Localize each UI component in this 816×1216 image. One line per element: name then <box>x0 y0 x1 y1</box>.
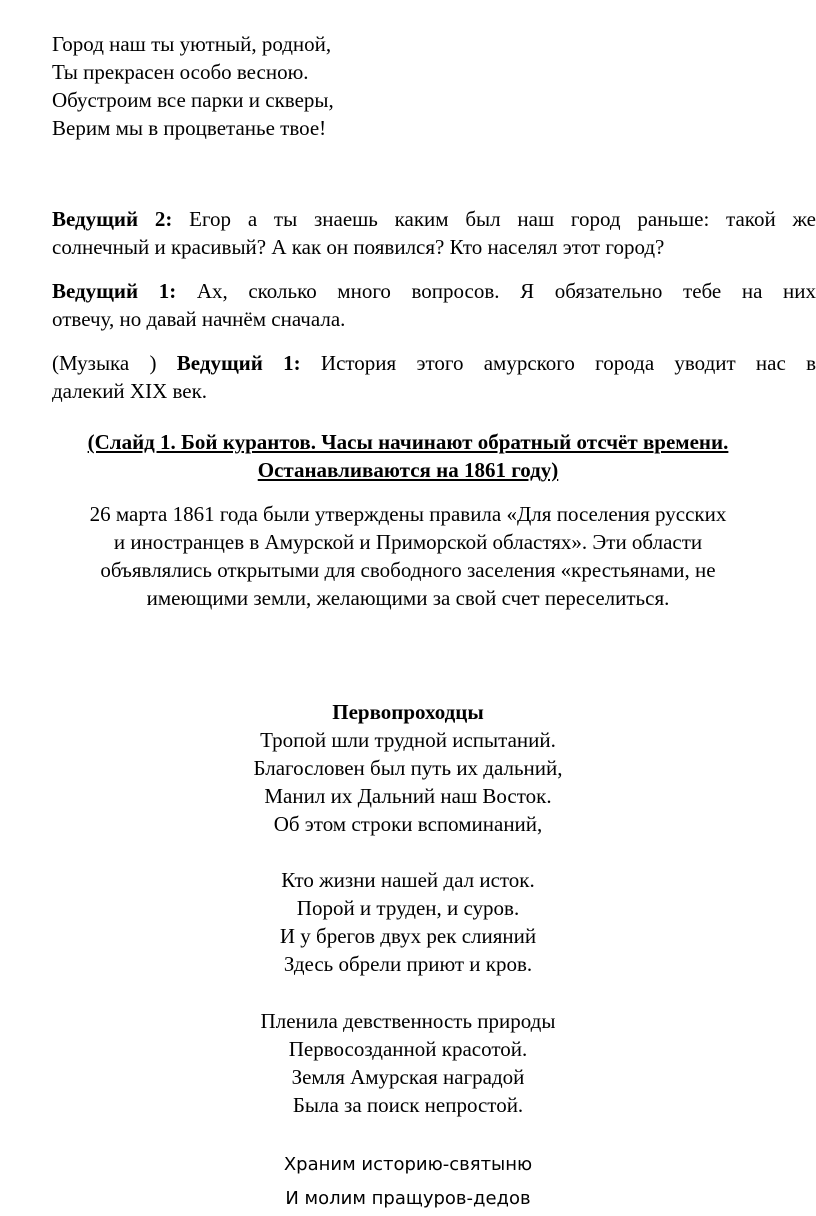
dialogue-host2 <box>52 205 816 261</box>
history-line: и иностранцев в Амурской и Приморской областях». Эти области <box>113 530 703 554</box>
verse-line: Первосозданной красотой. <box>288 1037 528 1061</box>
dialogue-host1 <box>52 277 816 333</box>
speaker-label: Ведущий 1: <box>52 279 177 303</box>
verse-line: Об этом строки вспоминаний, <box>273 812 543 836</box>
history-line: объявлялись открытыми для свободного заселения «крестьянами, не <box>100 558 716 582</box>
opening-poem <box>52 30 334 142</box>
verse-line: Пленила девственность природы <box>260 1009 556 1033</box>
paragraph-text: Ах, сколько много вопросов. Я обязательно тебе на них <box>196 279 816 303</box>
slide-direction <box>0 428 816 484</box>
poem-stanza-1 <box>0 726 816 838</box>
poem-stanza-4 <box>0 1148 816 1216</box>
speaker-label: Ведущий 1: <box>176 351 301 375</box>
verse-line: Храним историю-святыню <box>283 1154 533 1175</box>
history-line: имеющими земли, желающими за свой счет переселиться. <box>146 586 670 610</box>
verse-line: Тропой шли трудной испытаний. <box>260 728 556 752</box>
poem-line: Город наш ты уютный, родной, <box>52 32 332 56</box>
music-note: (Музыка ) <box>52 351 157 375</box>
poem-title: Первопроходцы <box>332 700 484 724</box>
verse-line: Манил их Дальний наш Восток. <box>264 784 552 808</box>
verse-line: И молим пращуров-дедов <box>285 1188 531 1209</box>
poem-line: Ты прекрасен особо весною. <box>52 60 309 84</box>
speaker-label: Ведущий 2: <box>52 207 173 231</box>
paragraph-line: отвечу, но давай начнём сначала. <box>52 307 346 331</box>
poem-line: Верим мы в процветанье твое! <box>52 116 327 140</box>
verse-line: Благословен был путь их дальний, <box>253 756 563 780</box>
history-line: 26 марта 1861 года были утверждены правила «Для поселения русских <box>89 502 727 526</box>
history-paragraph <box>0 500 816 612</box>
verse-line: Здесь обрели приют и кров. <box>283 952 533 976</box>
verse-line: Кто жизни нашей дал исток. <box>281 868 535 892</box>
verse-line: И у брегов двух рек слияний <box>279 924 537 948</box>
paragraph-line <box>52 205 816 233</box>
poem-line: Обустроим все парки и скверы, <box>52 88 334 112</box>
slide-line: (Слайд 1. Бой курантов. Часы начинают обратный отсчёт времени. <box>87 430 729 454</box>
poem-stanza-3 <box>0 1007 816 1119</box>
verse-line: Была за поиск непростой. <box>292 1093 524 1117</box>
verse-line: Земля Амурская наградой <box>291 1065 525 1089</box>
paragraph-text: Егор а ты знаешь каким был наш город раньше: такой же <box>189 207 816 231</box>
paragraph-text: История этого амурского города уводит нас в <box>320 351 816 375</box>
paragraph-line <box>52 349 816 377</box>
dialogue-host1-music <box>52 349 816 405</box>
slide-line: Останавливаются на 1861 году) <box>257 458 559 482</box>
verse-line: Порой и труден, и суров. <box>296 896 520 920</box>
paragraph-line <box>52 277 816 305</box>
poem-stanza-2 <box>0 866 816 978</box>
paragraph-line: далекий XIX век. <box>52 379 208 403</box>
paragraph-line: солнечный и красивый? А как он появился? Кто населял этот город? <box>52 235 665 259</box>
